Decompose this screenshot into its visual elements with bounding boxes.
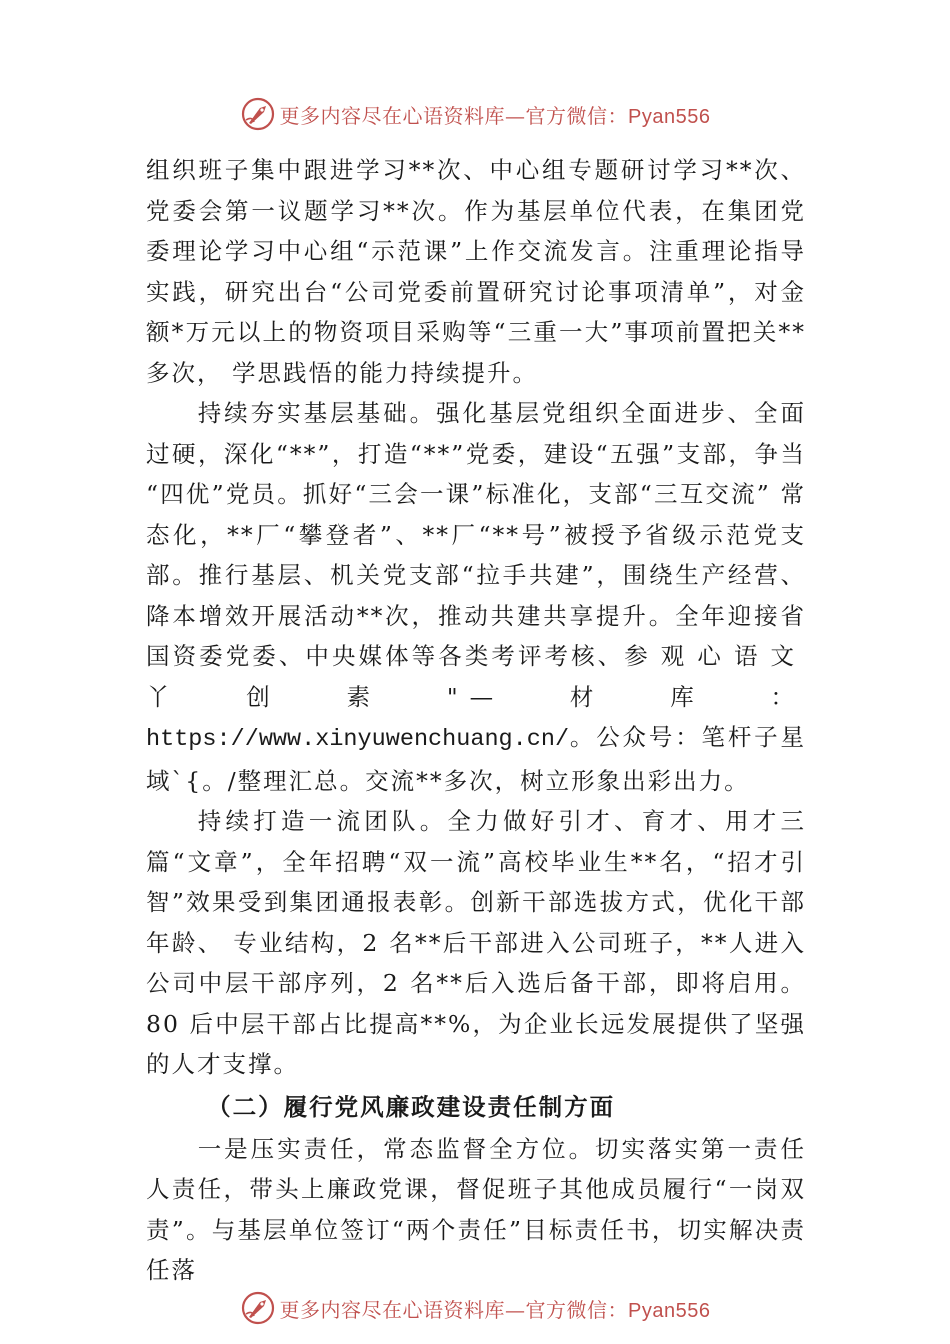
watermark-text: 参观心语文丫创素"—材库： — [146, 642, 807, 711]
banner-text: 更多内容尽在心语资料库—官方微信：Pyan556 — [279, 1297, 711, 1322]
banner-text: 更多内容尽在心语资料库—官方微信：Pyan556 — [279, 103, 711, 128]
paragraph-1: 组织班子集中跟进学习**次、中心组专题研讨学习**次、党委会第一议题学习**次。作为基层单位代表，在集团党委理论学习中心组“示范课”上作交流发言。注重理论指导实践，研究出台“公司党委前置研究讨论事项清单”，对金额*万元以上的物资项目采购等“三重一大”事项前置把关**多次， 学思践悟的能力持续提升。 — [146, 156, 806, 387]
paragraph-2: 持续夯实基层基础。强化基层党组织全面进步、全面过硬，深化“**”，打造“**”党委，建设“五强”支部，争当 “四优”党员。抓好“三会一课”标准化，支部“三互交流” 常态化，**厂“攀登者”、**厂“**号”被授予省级示范党支部。推行基层、机关党支部“拉手共建”，围绕生产经营、降本增效开展活动**次，推动共建共享提升。全年迎接省国资委党委、中央媒体等各类考评考核、参观心语文丫创素"—材库：https://www.xinyuwenchuang.cn/。公众号：笔杆子星域`{。/整理汇总。交流**多次，树立形象出彩出力。 — [146, 399, 807, 795]
pen-nib-icon — [240, 1290, 276, 1326]
document-body — [146, 150, 806, 1291]
footer-banner — [0, 1288, 950, 1328]
watermark-link[interactable]: https://www.xinyuwenchuang.cn/ — [146, 726, 570, 753]
pen-nib-icon — [240, 96, 276, 132]
section-heading: （二）履行党风廉政建设责任制方面 — [207, 1092, 616, 1121]
header-banner — [0, 94, 950, 134]
paragraph-3: 持续打造一流团队。全力做好引才、育才、用才三篇“文章”，全年招聘“双一流”高校毕业生**名，“招才引智”效果受到集团通报表彰。创新干部选拔方式，优化干部年龄、 专业结构，2 名**后干部进入公司班子，**人进入公司中层干部序列，2 名**后入选后备干部，即将启用。80 后中层干部占比提高**%，为企业长远发展提供了坚强的人才支撑。 — [146, 807, 807, 1078]
paragraph-4: 一是压实责任，常态监督全方位。切实落实第一责任人责任，带头上廉政党课，督促班子其他成员履行“一岗双责”。与基层单位签订“两个责任”目标责任书，切实解决责任落 — [146, 1134, 806, 1284]
